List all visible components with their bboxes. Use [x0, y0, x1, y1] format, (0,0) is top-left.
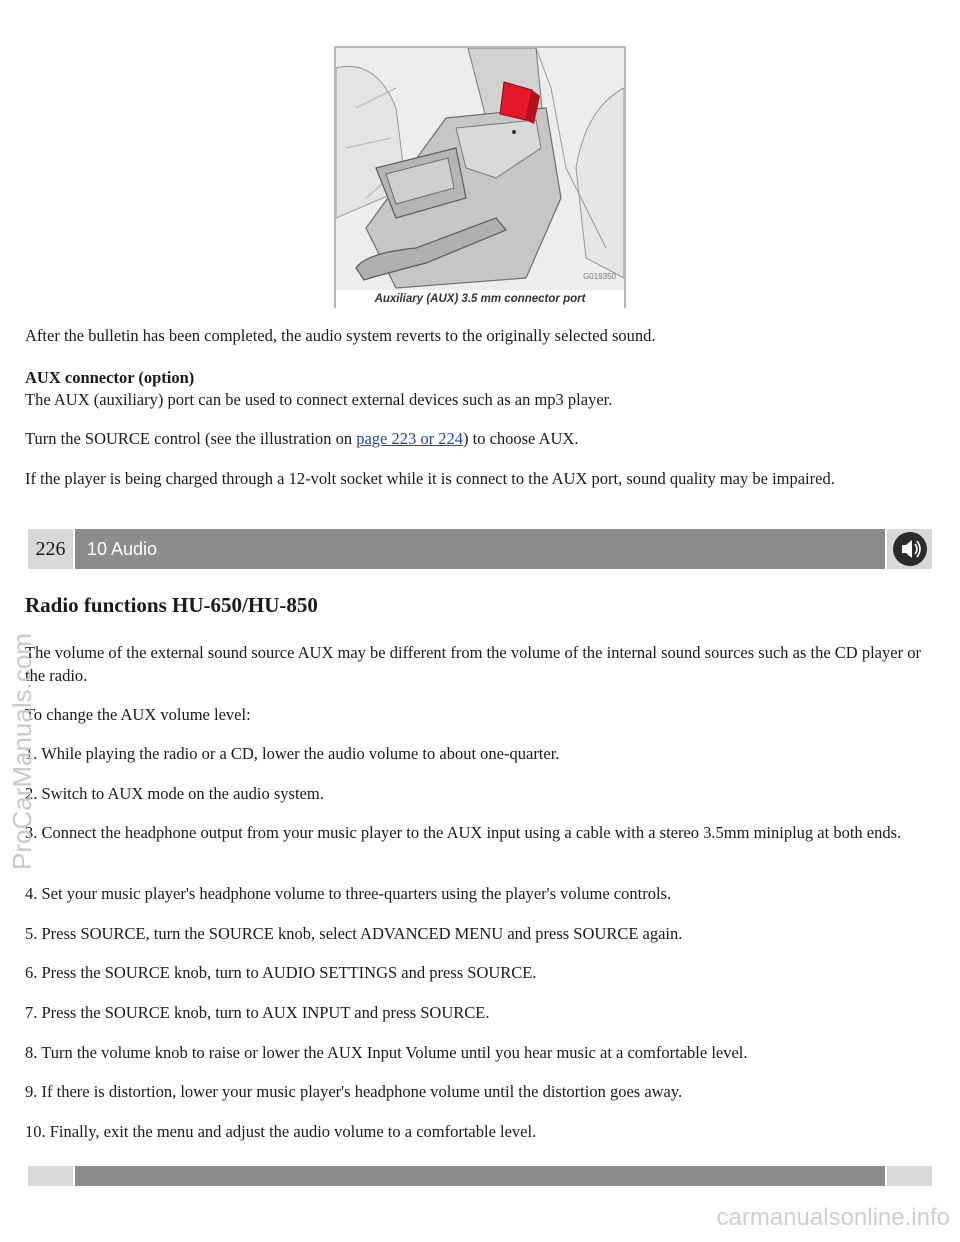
- figure-caption: Auxiliary (AUX) 3.5 mm connector port: [336, 290, 624, 308]
- to-change-text: To change the AUX volume level:: [25, 705, 251, 724]
- aux-connector-heading: [25, 366, 935, 389]
- turn-source-paragraph: [25, 427, 935, 450]
- figure-code: G019350: [583, 272, 616, 281]
- step-1: 1. While playing the radio or a CD, lower the audio volume to about one-quarter.: [25, 744, 560, 763]
- speaker-icon: [893, 532, 927, 566]
- turn-prefix: Turn the SOURCE control (see the illustration on: [25, 429, 357, 448]
- bulletin-paragraph: After the bulletin has been completed, the audio system reverts to the originally selected sound.: [25, 326, 656, 345]
- section-icon-box: [887, 529, 932, 569]
- section-bar: [28, 529, 932, 569]
- step-6: 6. Press the SOURCE knob, turn to AUDIO SETTINGS and press SOURCE.: [25, 963, 537, 982]
- step-3: 3. Connect the headphone output from your music player to the AUX input using a cable with a stereo 3.5mm miniplug at both ends.: [25, 823, 902, 842]
- console-drawing: [336, 48, 624, 306]
- aux-description: The AUX (auxiliary) port can be used to connect external devices such as an mp3 player.: [25, 390, 613, 409]
- footer-bar-left: [28, 1166, 73, 1186]
- page-number: 226: [28, 529, 73, 569]
- volume-note: The volume of the external sound source AUX may be different from the volume of the internal sound sources such as the CD player or the radio.: [25, 643, 921, 685]
- footer-bar: [28, 1166, 932, 1186]
- page-223-224-link[interactable]: page 223 or 224: [356, 429, 463, 448]
- bottom-watermark: carmanualsonline.info: [716, 1204, 950, 1231]
- step-2: 2. Switch to AUX mode on the audio system.: [25, 784, 324, 803]
- side-watermark: ProCarManuals.com: [7, 633, 37, 870]
- step-10: 10. Finally, exit the menu and adjust the audio volume to a comfortable level.: [25, 1122, 537, 1141]
- step-9: 9. If there is distortion, lower your music player's headphone volume until the distortion goes away.: [25, 1082, 683, 1101]
- step-5: 5. Press SOURCE, turn the SOURCE knob, select ADVANCED MENU and press SOURCE again.: [25, 924, 683, 943]
- aux-heading-text: AUX connector (option): [25, 368, 195, 387]
- turn-suffix: ) to choose AUX.: [462, 429, 579, 448]
- page-heading: Radio functions HU-650/HU-850: [25, 593, 318, 617]
- step-7: 7. Press the SOURCE knob, turn to AUX INPUT and press SOURCE.: [25, 1003, 490, 1022]
- aux-connector-illustration: [334, 46, 626, 308]
- section-title: 10 Audio: [75, 529, 885, 569]
- footer-bar-middle: [75, 1166, 885, 1186]
- charging-paragraph: If the player is being charged through a 12-volt socket while it is connect to the AUX port, sound quality may be impaired.: [25, 469, 835, 488]
- step-4: 4. Set your music player's headphone volume to three-quarters using the player's volume controls.: [25, 884, 672, 903]
- step-8: 8. Turn the volume knob to raise or lower the AUX Input Volume until you hear music at a comfortable level.: [25, 1043, 748, 1062]
- footer-bar-right: [887, 1166, 932, 1186]
